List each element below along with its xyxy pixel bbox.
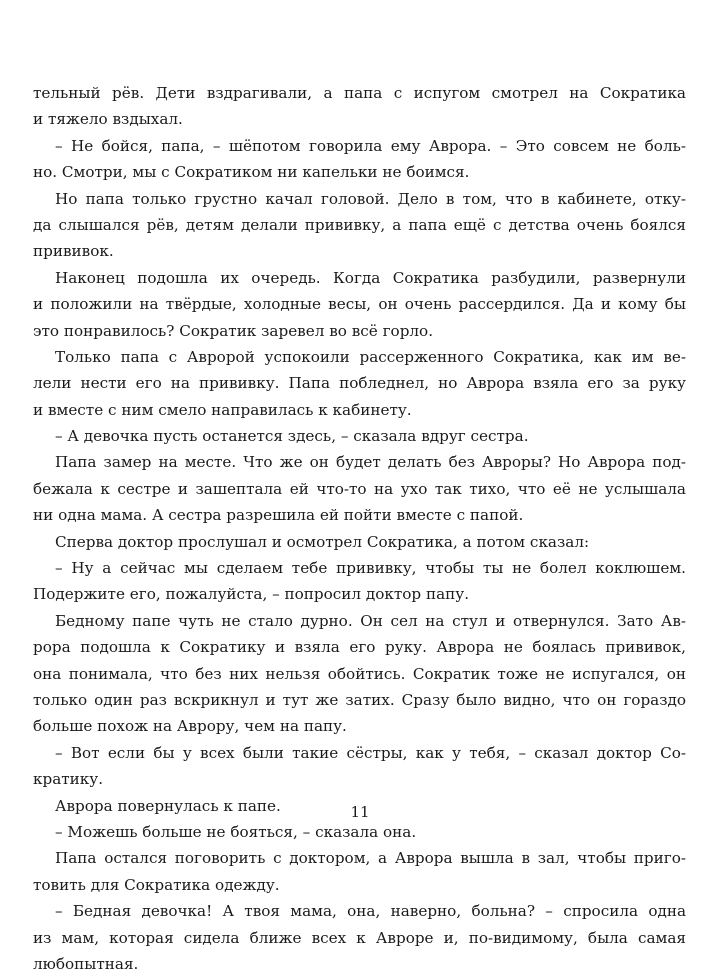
text-line: она понимала, что без них нельзя обойтись. Сократик тоже не испугался, он: [33, 664, 686, 683]
text-line: Наконец подошла их очередь. Когда Сократика разбудили, развернули: [55, 268, 686, 287]
text-line: – Бедная девочка! А твоя мама, она, наверно, больна? – спросила одна: [55, 902, 686, 921]
text-line: Аврора повернулась к папе.: [55, 796, 281, 815]
text-line: кратику.: [33, 770, 104, 789]
text-line: – А девочка пусть останется здесь, – сказала вдруг сестра.: [55, 427, 529, 446]
text-line: и положили на твёрдые, холодные весы, он очень рассердился. Да и кому бы: [33, 295, 686, 314]
text-line: это понравилось? Сократик заревел во всё горло.: [33, 321, 434, 340]
text-line: товить для Сократика одежду.: [33, 875, 280, 894]
text-line: рора подошла к Сократику и взяла его руку. Аврора не боялась прививок,: [33, 638, 686, 657]
text-line: Сперва доктор прослушал и осмотрел Сократика, а потом сказал:: [55, 532, 590, 551]
text-line: и вместе с ним смело направилась к кабинету.: [33, 400, 412, 419]
text-line: – Не бойся, папа, – шёпотом говорила ему Аврора. – Это совсем не боль-: [55, 136, 686, 155]
text-line: Бедному папе чуть не стало дурно. Он сел на стул и отвернулся. Зато Ав-: [55, 611, 686, 630]
text-line: – Можешь больше не бояться, – сказала она.: [55, 822, 417, 841]
text-line: Только папа с Авророй успокоили рассерженного Сократика, как им ве-: [55, 347, 686, 366]
text-line: прививок.: [33, 242, 114, 261]
text-line: только один раз вскрикнул и тут же затих. Сразу было видно, что он гораздо: [33, 690, 686, 709]
text-line: ни одна мама. А сестра разрешила ей пойти вместе с папой.: [33, 506, 524, 525]
text-line: лели нести его на прививку. Папа побледнел, но Аврора взяла его за руку: [33, 374, 686, 393]
text-line: но. Смотри, мы с Сократиком ни капельки не боимся.: [33, 163, 470, 182]
text-line: Но папа только грустно качал головой. Дело в том, что в кабинете, отку-: [55, 189, 686, 208]
text-line: Подержите его, пожалуйста, – попросил доктор папу.: [33, 585, 470, 604]
text-line: больше похож на Аврору, чем на папу.: [33, 717, 347, 736]
text-line: тельный рёв. Дети вздрагивали, а папа с испугом смотрел на Сократика: [33, 84, 686, 102]
text-line: – Вот если бы у всех были такие сёстры, как у тебя, – сказал доктор Со-: [55, 743, 686, 762]
text-line: да слышался рёв, детям делали прививку, а папа ещё с детства очень боялся: [33, 215, 686, 234]
text-line: любопытная.: [33, 954, 139, 973]
body-text: [33, 80, 686, 977]
text-line: и тяжело вздыхал.: [33, 110, 183, 129]
text-line: из мам, которая сидела ближе всех к Авроре и, по-видимому, была самая: [33, 928, 686, 947]
text-line: – Ну а сейчас мы сделаем тебе прививку, чтобы ты не болел коклюшем.: [55, 559, 686, 578]
text-line: Папа остался поговорить с доктором, а Аврора вышла в зал, чтобы приго-: [55, 849, 686, 868]
page-number: 11: [350, 803, 370, 821]
text-line: бежала к сестре и зашептала ей что-то на ухо так тихо, что её не услышала: [33, 479, 686, 498]
text-line: Папа замер на месте. Что же он будет делать без Авроры? Но Аврора под-: [55, 453, 686, 472]
